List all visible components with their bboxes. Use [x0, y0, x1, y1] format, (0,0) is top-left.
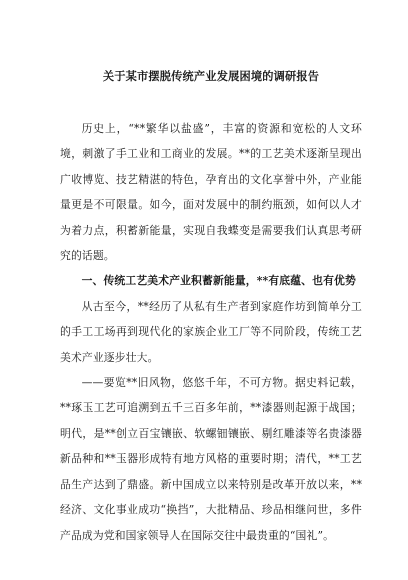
paragraph-intro: 历史上，“**繁华以盐盛”，丰富的资源和宽松的人文环境，刺激了手工业和工商业的发展。**的工艺美术逐渐呈现出广收博览、技艺精湛的特色，孕育出的文化享誉中外，产业能量更是不可限量。如今，面对发展中的制约瓶颈，如何以人才为着力点，积蓄新能量，实现自我蝶变是需要我们认真思考研究的话题。 [60, 122, 362, 263]
document-body [60, 116, 362, 548]
document-title: 关于某市摆脱传统产业发展困境的调研报告 [102, 69, 320, 83]
section-heading-1: 一、传统工艺美术产业积蓄新能量，**有底蕴、也有优势 [81, 274, 356, 288]
paragraph-records: ——要览**旧风物，悠悠千年，不可方物。据史料记载，**琢玉工艺可追溯到五千三百多年前，**漆器则起源于战国；明代，是**创立百宝镶嵌、软螺钿镶嵌、剔红雕漆等名贵漆器新品种和**玉器形成特有地方风格的重要时期；清代，**工艺品生产达到了鼎盛。新中国成立以来特别是改革开放以来，**经济、文化事业成功“换挡”，大批精品、珍品相继问世，多件产品成为党和国家领导人在国际交往中最贵重的“国礼”。 [60, 376, 362, 542]
paragraph-history: 从古至今，**经历了从私有生产者到家庭作坊到简单分工的手工工场再到现代化的家族企业工厂等不同阶段，传统工艺美术产业逐步壮大。 [60, 299, 362, 364]
